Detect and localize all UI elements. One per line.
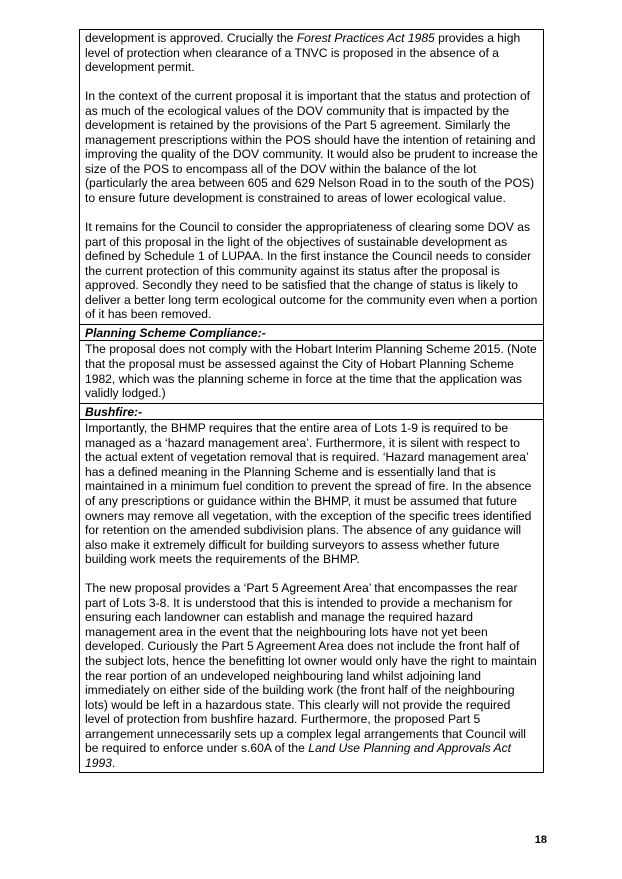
table-row [80, 324, 544, 341]
paragraph: development is approved. Crucially the Forest Practices Act 1985 provides a high level of protection when clearance of a TNVC is proposed in the absence of a development permit. [85, 31, 521, 75]
planning-heading: Planning Scheme Compliance:- [80, 324, 544, 341]
bushfire-section-body [85, 421, 538, 770]
bushfire-section-cell [80, 420, 544, 773]
bushfire-heading: Bushfire:- [80, 403, 544, 420]
continued-section-cell [80, 30, 544, 325]
table-row [80, 403, 544, 420]
paragraph: In the context of the current proposal it is important that the status and protection of as much of the ecological values of the DOV community that is impacted by the development is retained by the provisions of the Part 5 agreement. Similarly the management prescriptions within the POS should have the intention of retaining and improving the quality of the DOV community. It would also be prudent to increase the size of the POS to encompass all of the DOV within the balance of the lot (particularly the area between 605 and 629 Nelson Road in to the south of the POS) to ensure future development is constrained to areas of lower ecological value. [85, 89, 538, 206]
continued-section-body [85, 31, 538, 322]
assessment-table [79, 29, 544, 773]
planning-section-body [85, 342, 538, 400]
page-number: 18 [534, 834, 547, 846]
paragraph: Importantly, the BHMP requires that the entire area of Lots 1-9 is required to be managed as a ‘hazard management area’. Furthermore, it is silent with respect to the actual extent of vegetation removal that is required. ‘Hazard management area’ has a defined meaning in the Planning Scheme and is essentially land that is maintained in a minimum fuel condition to prevent the spread of fire. In the absence of any prescriptions or guidance within the BHMP, it must be assumed that future owners may remove all vegetation, with the exception of the specific trees identified for retention on the amended subdivision plans. The absence of any guidance will also make it extremely difficult for building surveyors to assess whether future building work meets the requirements of the BHMP. [85, 421, 532, 567]
table-row [80, 30, 544, 325]
table-row [80, 420, 544, 773]
planning-section-cell [80, 341, 544, 403]
paragraph: The proposal does not comply with the Hobart Interim Planning Scheme 2015. (Note that the proposal must be assessed against the City of Hobart Planning Scheme 1982, which was the planning scheme in force at the time that the application was validly lodged.) [85, 342, 537, 401]
paragraph: The new proposal provides a ‘Part 5 Agreement Area’ that encompasses the rear part of Lots 3-8. It is understood that this is intended to provide a mechanism for ensuring each landowner can establish and manage the required hazard management area in the event that the neighbouring lots have not yet been developed. Curiously the Part 5 Agreement Area does not include the front half of the subject lots, hence the benefitting lot owner would only have the right to maintain the rear portion of an undeveloped neighbouring land whilst adjoining land immediately on either side of the building work (the front half of the neighbouring lots) would be left in a hazardous state. This clearly will not provide the required level of protection from bushfire hazard. Furthermore, the proposed Part 5 arrangement unnecessarily sets up a complex legal arrangements that Council will be required to enforce under s.60A of the Land Use Planning and Approvals Act 1993. [85, 581, 537, 770]
table-row [80, 341, 544, 403]
paragraph: It remains for the Council to consider the appropriateness of clearing some DOV as part of this proposal in the light of the objectives of sustainable development as defined by Schedule 1 of LUPAA. In the first instance the Council needs to consider the current protection of this community against its status after the proposal is approved. Secondly they need to be satisfied that the change of status is likely to deliver a better long term ecological outcome for the community even when a portion of it has been removed. [85, 220, 538, 322]
